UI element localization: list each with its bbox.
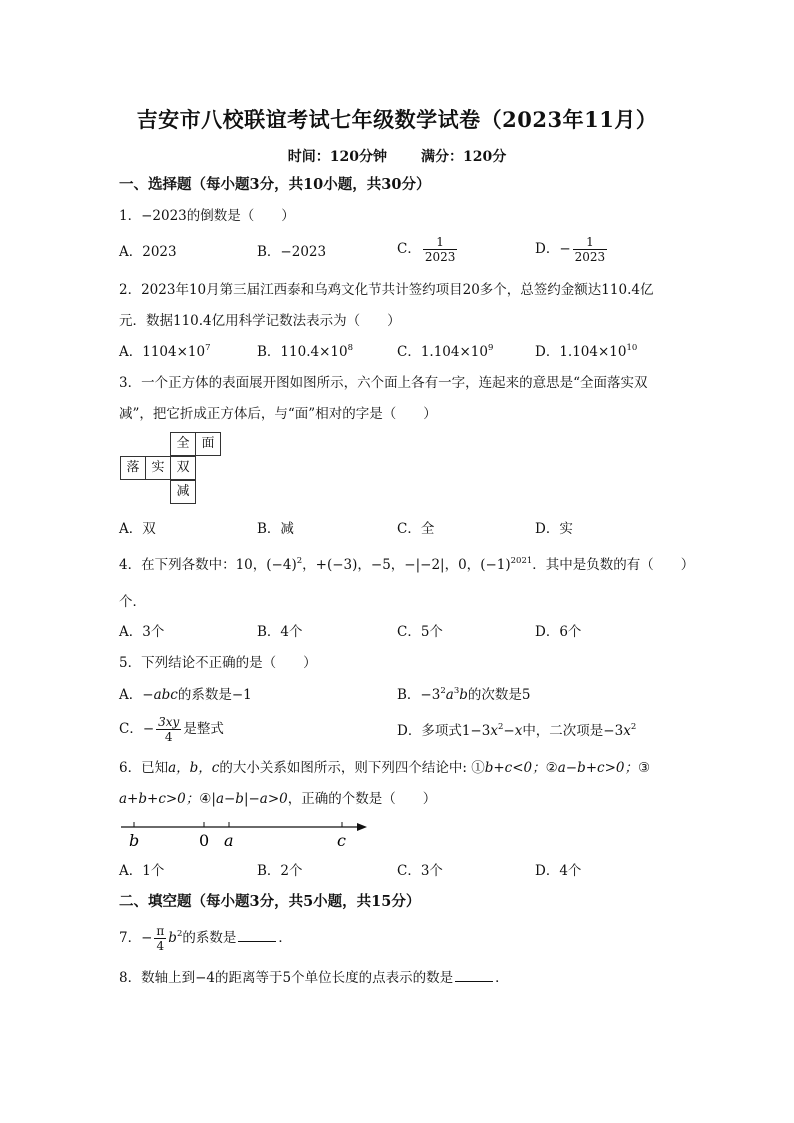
q5-option-a-prefix: A．−	[119, 687, 154, 703]
question-5-stem: 5．下列结论不正确的是（ ）	[119, 655, 317, 671]
question-4-line-1	[119, 556, 694, 574]
q1-option-b: B．−2023	[257, 244, 327, 260]
q4-stem-middle: ，+(−3)，−5，−|−2|，0，	[302, 557, 481, 573]
q2-option-d-exponent: 10	[626, 343, 638, 353]
fraction-numerator: 1	[573, 235, 608, 250]
q5-option-d-var-3: x	[623, 723, 631, 739]
q2-option-c-base: C．1.104×10	[397, 344, 488, 360]
exam-info	[0, 146, 794, 166]
q6-item-4-marker: ④	[199, 791, 212, 807]
q4-option-a: A．3个	[119, 624, 165, 640]
q6-item-3-marker: ③	[638, 760, 651, 776]
q6-option-a: A．1个	[119, 863, 165, 879]
section-heading-choice: 一、选择题（每小题3分，共10小题，共30分）	[119, 176, 431, 193]
q4-power-2-exponent: 2021	[510, 556, 533, 566]
q5-option-a	[119, 686, 252, 704]
q2-option-b-exponent: 8	[347, 343, 353, 353]
q2-option-c-exponent: 9	[487, 343, 494, 353]
q3-option-c: C．全	[397, 521, 435, 537]
q2-option-a	[119, 343, 211, 361]
q5-option-a-suffix: 的系数是−1	[177, 687, 252, 703]
q6-item-4-expression: |a−b|−a>0	[211, 791, 288, 807]
q2-option-d	[535, 343, 637, 361]
fraction-denominator: 4	[156, 939, 165, 953]
cube-net-cell: 落	[120, 456, 146, 480]
q5-option-c-fraction	[156, 715, 181, 744]
q6-item-2-expression: a−b+c>0；	[557, 760, 639, 776]
q6-option-c: C．3个	[397, 863, 443, 879]
q5-option-b-var-b: b	[459, 687, 468, 703]
fraction-denominator: 2023	[574, 250, 606, 264]
q4-option-b: B．4个	[257, 624, 303, 640]
q5-option-d-prefix: D．多项式1−3	[397, 723, 491, 739]
q5-option-c	[119, 715, 224, 744]
q6-item-1-marker: ①	[471, 760, 485, 776]
cube-net-figure	[119, 432, 229, 510]
question-8	[119, 969, 509, 987]
fraction-numerator: 1	[423, 235, 458, 250]
fraction-numerator: 3xy	[158, 715, 180, 729]
q6-item-1-expression: b+c<0；	[484, 760, 546, 776]
q5-option-d-var: x	[490, 723, 498, 739]
q8-period: ．	[495, 970, 509, 986]
fraction-numerator: π	[156, 924, 165, 938]
q1-option-c-label: C．	[397, 241, 421, 257]
q8-stem: 8．数轴上到−4的距离等于5个单位长度的点表示的数是	[119, 970, 454, 986]
q2-option-c	[397, 343, 493, 361]
answer-blank[interactable]	[238, 929, 276, 942]
q5-option-b-var-a: a	[445, 687, 454, 703]
q5-option-d-minus: −	[503, 723, 515, 739]
q2-option-a-base: A．1104×10	[119, 344, 206, 360]
axis-label-b: b	[129, 831, 140, 850]
cube-net-cell: 减	[170, 480, 196, 504]
q2-option-b-base: B．110.4×10	[257, 344, 348, 360]
fraction-denominator: 2023	[424, 250, 456, 264]
answer-blank[interactable]	[455, 969, 493, 982]
number-line-arrow	[357, 823, 367, 831]
q4-option-d: D．6个	[535, 624, 582, 640]
q5-option-b-exp-2: 3	[453, 686, 460, 696]
q7-suffix: 的系数是	[182, 930, 237, 946]
q5-option-d-var-2: x	[514, 723, 523, 739]
q3-option-d: D．实	[535, 521, 573, 537]
q6-suffix: ，正确的个数是（ ）	[287, 791, 437, 807]
question-4-line-2: 个．	[119, 594, 146, 610]
question-3-line-2: 减”，把它折成正方体后，与“面”相对的字是（ ）	[119, 406, 437, 422]
q1-option-c-fraction	[423, 235, 458, 264]
axis-label-c: c	[337, 831, 346, 850]
q6-item-2-marker: ②	[545, 760, 558, 776]
question-7	[119, 924, 292, 953]
q5-option-d-exp: 2	[497, 722, 504, 732]
question-6-line-1	[119, 759, 650, 777]
number-line-figure	[119, 812, 379, 852]
q1-option-a: A．2023	[119, 244, 177, 260]
q6-option-d: D．4个	[535, 863, 582, 879]
q6-item-3-expression: a+b+c>0；	[119, 791, 200, 807]
q7-exponent: 2	[176, 929, 183, 939]
time-limit: 时间：120分钟	[287, 149, 387, 165]
full-score: 满分：120分	[421, 149, 507, 165]
cube-net-cell: 全	[170, 432, 196, 456]
q2-option-a-exponent: 7	[205, 343, 211, 353]
q5-option-d-exp-2: 2	[630, 722, 637, 732]
question-1-stem: 1．−2023的倒数是（ ）	[119, 208, 295, 224]
q7-fraction	[154, 924, 166, 953]
q4-option-c: C．5个	[397, 624, 443, 640]
q7-prefix: 7．−	[119, 930, 153, 946]
axis-label-a: a	[224, 831, 234, 850]
q6-variables: a，b，c	[168, 760, 220, 776]
q5-option-b-exp-1: 2	[440, 686, 446, 696]
axis-label-zero: 0	[199, 831, 210, 850]
q1-option-c	[397, 235, 459, 264]
q5-option-b-prefix: B．−3	[397, 687, 441, 703]
q3-option-a: A．双	[119, 521, 156, 537]
q1-option-d	[535, 235, 609, 264]
section-heading-fill-in: 二、填空题（每小题3分，共5小题，共15分）	[119, 893, 421, 910]
question-6-line-2	[119, 790, 436, 808]
cube-net-cell: 双	[170, 456, 196, 480]
q4-stem-end: ．其中是负数的有（ ）	[532, 557, 695, 573]
q4-power-2-base: (−1)	[480, 557, 511, 573]
cube-net-cell: 面	[195, 432, 221, 456]
q3-option-b: B．减	[257, 521, 294, 537]
question-2-line-2: 元．数据110.4亿用科学记数法表示为（ ）	[119, 313, 401, 329]
question-3-line-1: 3．一个正方体的表面展开图如图所示，六个面上各有一字，连起来的意思是“全面落实双	[119, 375, 648, 391]
q6-prefix: 6．已知	[119, 760, 169, 776]
q5-option-b	[397, 686, 530, 704]
question-2-line-1: 2．2023年10月第三届江西泰和乌鸡文化节共计签约项目20多个，总签约金额达110.4亿	[119, 282, 654, 298]
q1-option-d-label: D．−	[535, 241, 571, 257]
q7-period: ．	[278, 930, 292, 946]
q5-option-b-suffix: 的次数是5	[467, 687, 531, 703]
q6-middle: 的大小关系如图所示，则下列四个结论中:	[219, 760, 472, 776]
q5-option-d-suffix: 中，二次项是−3	[522, 723, 624, 739]
q4-stem-start: 4．在下列各数中：10，	[119, 557, 267, 573]
q5-option-c-prefix: C．−	[119, 721, 155, 737]
q7-variable: b	[168, 930, 177, 946]
q5-option-d	[397, 722, 636, 740]
q4-power-1-exponent: 2	[296, 556, 303, 566]
q2-option-b	[257, 343, 353, 361]
q6-option-b: B．2个	[257, 863, 303, 879]
cube-net-cell: 实	[145, 456, 171, 480]
q2-option-d-base: D．1.104×10	[535, 344, 627, 360]
q5-option-c-suffix: 是整式	[183, 721, 224, 737]
q1-option-d-fraction	[573, 235, 608, 264]
fraction-denominator: 4	[164, 730, 173, 744]
page-title: 吉安市八校联谊考试七年级数学试卷（2023年11月）	[136, 107, 658, 132]
q4-power-1-base: (−4)	[266, 557, 297, 573]
q5-option-a-variable: abc	[153, 687, 178, 703]
